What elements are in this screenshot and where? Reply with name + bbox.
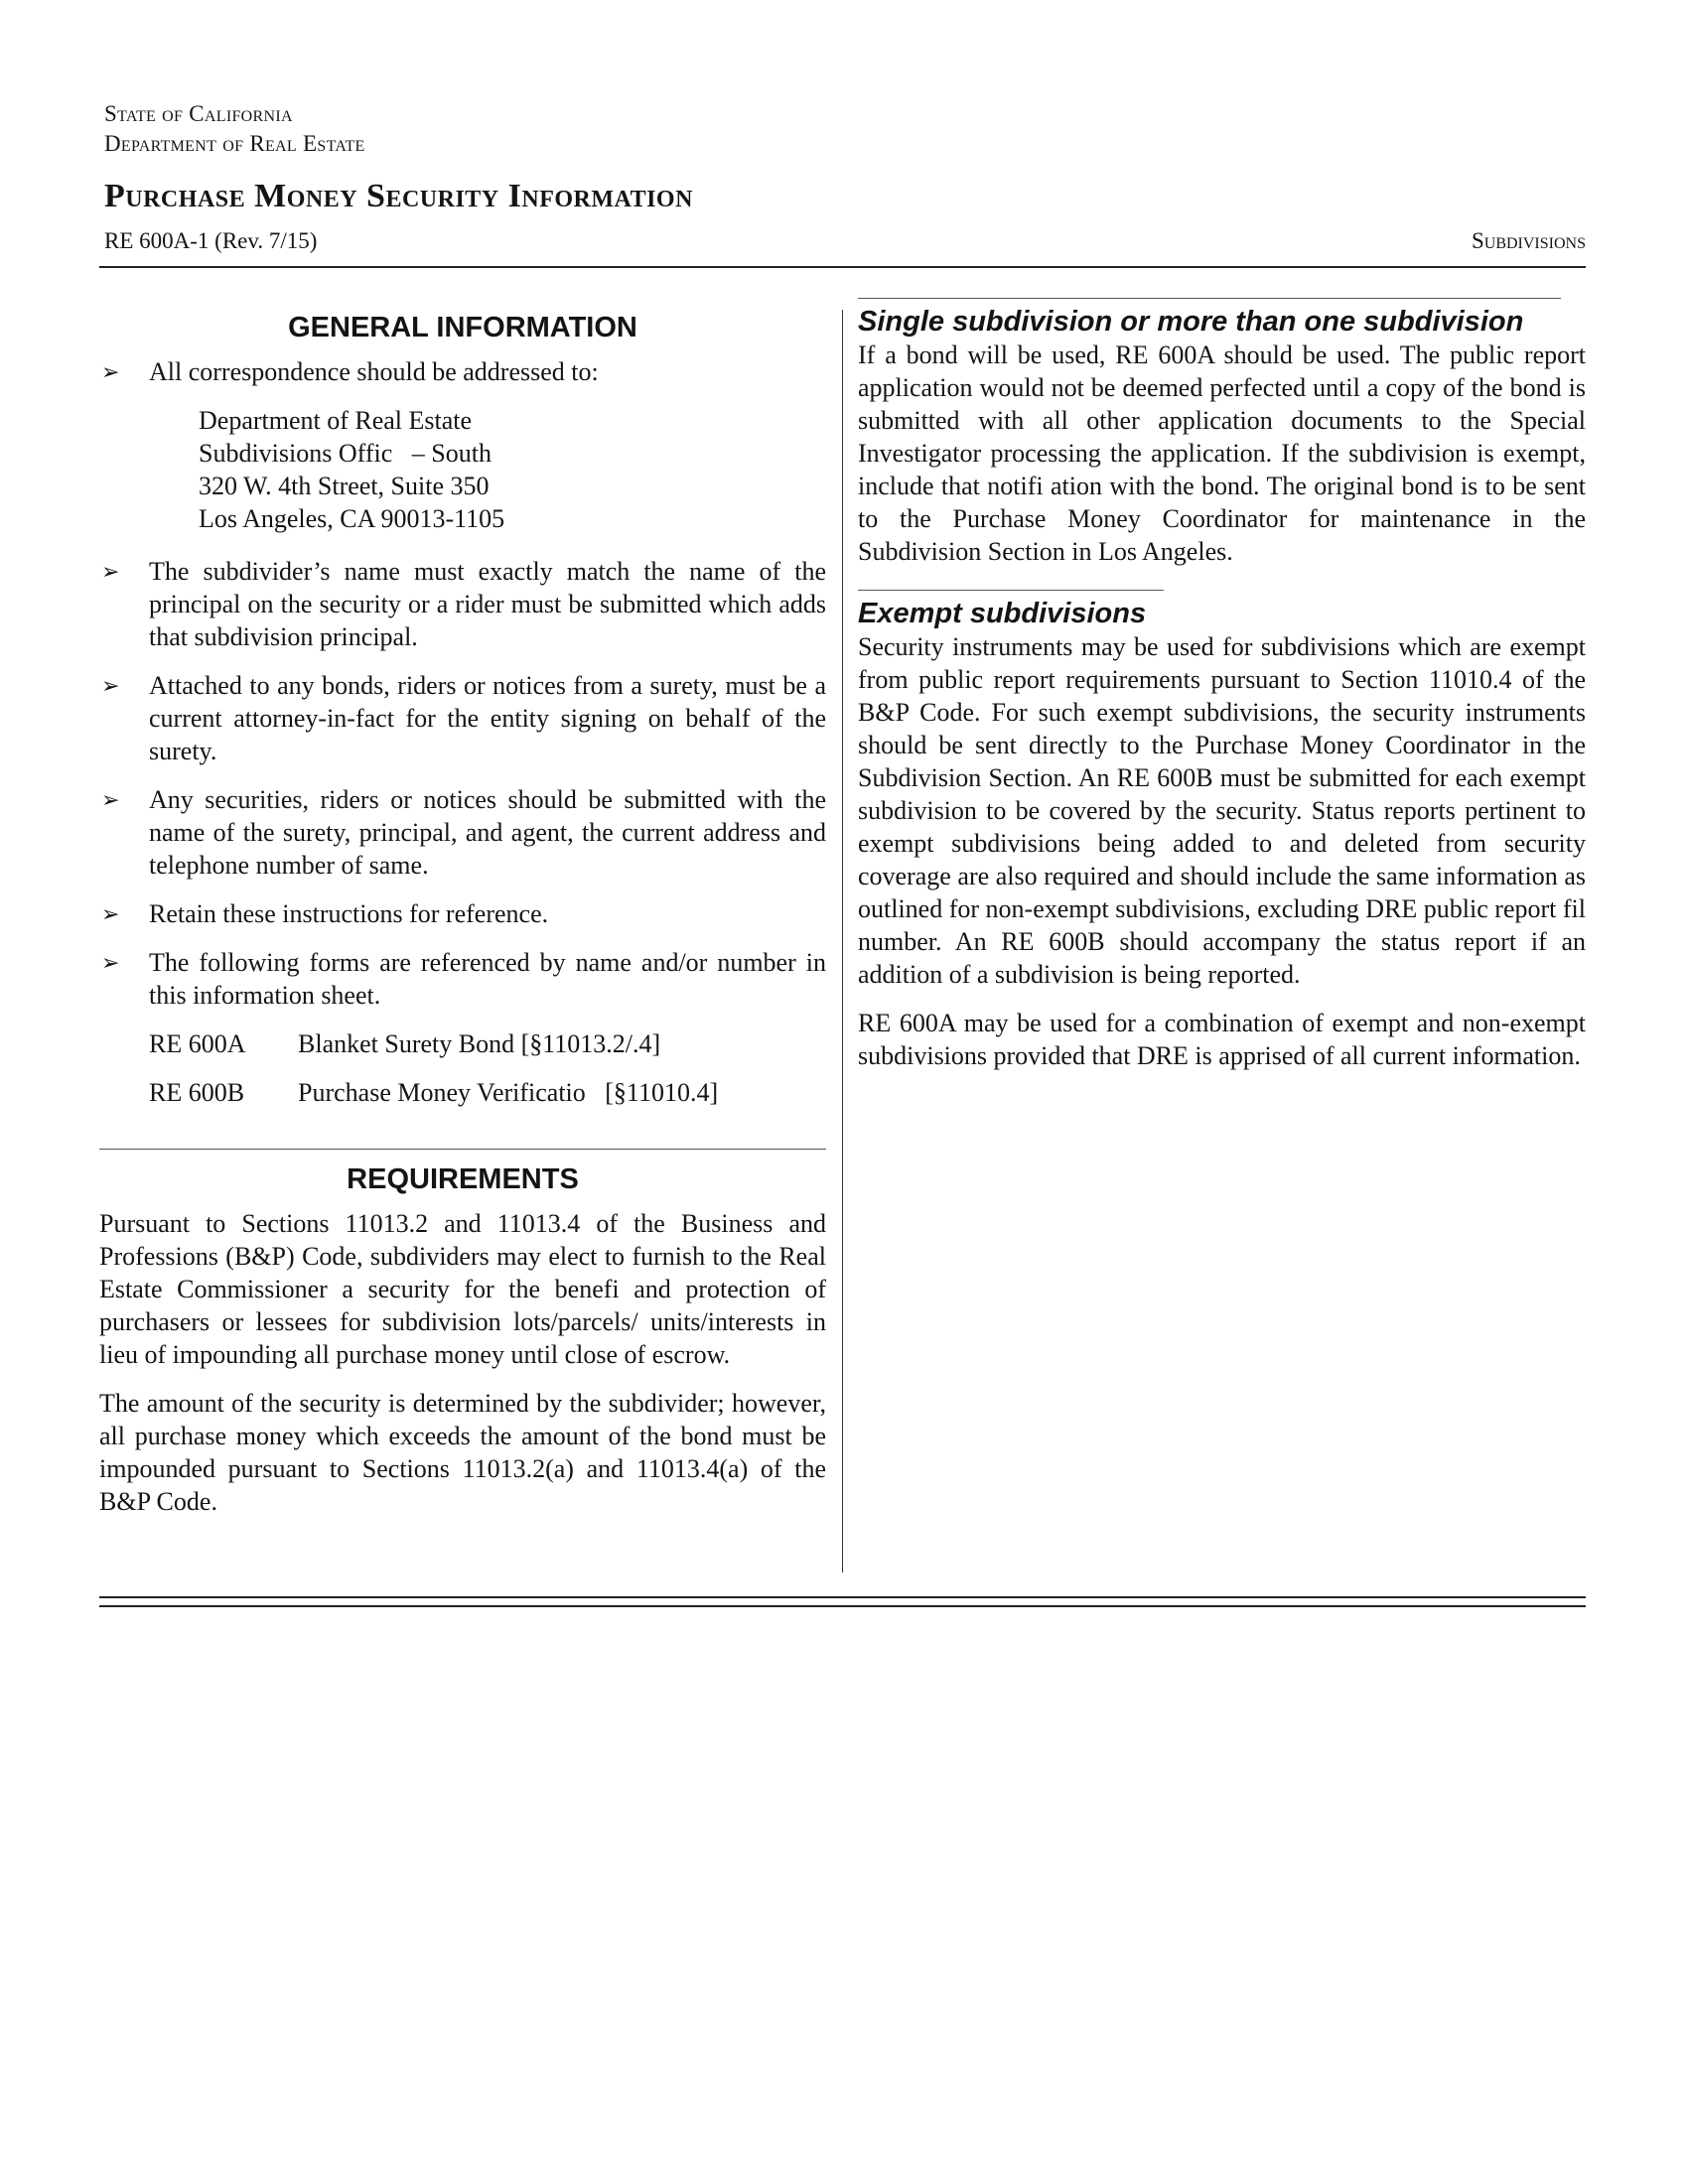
section-divider xyxy=(99,1149,826,1150)
general-information-heading: GENERAL INFORMATION xyxy=(288,312,637,343)
bullet-text: Attached to any bonds, riders or notices from a surety, must be a current attorney-in-fact for the entity signing on behalf of the surety. xyxy=(149,671,826,765)
page-title: Purchase Money Security Information xyxy=(104,178,693,214)
form-name: Blanket Surety Bond [§11013.2/.4] xyxy=(298,1029,661,1058)
general-info-list-continued xyxy=(99,555,826,1012)
column-divider xyxy=(842,310,843,1572)
arrow-bullet-icon: ➢ xyxy=(101,951,120,976)
general-info-list xyxy=(99,355,826,388)
list-item xyxy=(99,555,826,653)
list-item xyxy=(99,355,826,388)
address-line: Subdivisions Offic – South xyxy=(199,439,492,468)
form-info-row xyxy=(104,228,1586,258)
bullet-text: The subdivider’s name must exactly match the name of the principal on the security or a rider must be submitted which adds that subdivision principal. xyxy=(149,557,826,651)
section-label: Subdivisions xyxy=(1471,228,1586,253)
bullet-text: The following forms are referenced by name and/or number in this information sheet. xyxy=(149,948,826,1010)
address-line: 320 W. 4th Street, Suite 350 xyxy=(199,472,490,500)
arrow-bullet-icon: ➢ xyxy=(101,360,120,385)
state-name: State of California xyxy=(104,101,293,126)
requirements-paragraph: Pursuant to Sections 11013.2 and 11013.4 of the Business and Professions (B&P) Code, subdividers may elect to furnish to the Real Estate Commissioner a security for the benefi and protection of purchasers or lessees for subdivision lots/parcels/ units/interests in lieu of impounding all purchase money until close of escrow. xyxy=(99,1209,826,1369)
arrow-bullet-icon: ➢ xyxy=(101,560,120,585)
list-item xyxy=(99,783,826,882)
mailing-address xyxy=(99,404,826,535)
arrow-bullet-icon: ➢ xyxy=(101,902,120,927)
form-number: RE 600A-1 (Rev. 7/15) xyxy=(104,228,318,253)
left-column xyxy=(99,298,826,1534)
subsection-divider xyxy=(858,590,1164,591)
form-name: Purchase Money Verificatio [§11010.4] xyxy=(298,1078,719,1107)
exempt-subdivisions-heading: Exempt subdivisions xyxy=(858,598,1147,629)
footer-divider xyxy=(99,1596,1586,1598)
bullet-text: Any securities, riders or notices should be submitted with the name of the surety, principal, and agent, the current address and telephone number of same. xyxy=(149,785,826,880)
form-code: RE 600B xyxy=(149,1078,245,1107)
right-column xyxy=(858,298,1586,1088)
list-item xyxy=(99,897,826,930)
arrow-bullet-icon: ➢ xyxy=(101,674,120,699)
list-item xyxy=(99,946,826,1012)
header-divider xyxy=(99,266,1586,268)
combination-paragraph: RE 600A may be used for a combination of exempt and non-exempt subdivisions provided that DRE is apprised of all current information. xyxy=(858,1009,1586,1070)
form-row xyxy=(149,1027,826,1060)
form-code: RE 600A xyxy=(149,1029,246,1058)
subsection-divider xyxy=(858,298,1561,299)
single-subdivision-paragraph: If a bond will be used, RE 600A should be used. The public report application would not be deemed perfected until a copy of the bond is submitted with all other application documents to the Special Investigator processing the application. If the subdivision is exempt, include that notifi ation with the bond. The original bond is to be sent to the Purchase Money Coordinator for maintenance in the Subdivision Section in Los Angeles. xyxy=(858,341,1586,566)
requirements-paragraph: The amount of the security is determined by the subdivider; however, all purchase money which exceeds the amount of the bond must be impounded pursuant to Sections 11013.2(a) and 11013.4(a) of the B&P Code. xyxy=(99,1389,826,1516)
address-line: Los Angeles, CA 90013-1105 xyxy=(199,504,505,533)
single-subdivision-heading: Single subdivision or more than one subdivision xyxy=(858,306,1524,338)
footer-divider-double xyxy=(99,1605,1586,1607)
exempt-subdivisions-paragraph: Security instruments may be used for subdivisions which are exempt from public report requirements pursuant to Section 11010.4 of the B&P Code. For such exempt subdivisions, the security instruments should be sent directly to the Purchase Money Coordinator in the Subdivision Section. An RE 600B must be submitted for each exempt subdivision to be covered by the security. Status reports pertinent to exempt subdivisions being added to and deleted from security coverage are also required and should include the same information as outlined for non-exempt subdivisions, excluding DRE public report fil number. An RE 600B should accompany the status report if an addition of a subdivision is being reported. xyxy=(858,632,1586,989)
form-row xyxy=(149,1076,826,1109)
referenced-forms xyxy=(99,1027,826,1109)
page-header xyxy=(104,99,1586,258)
requirements-heading: REQUIREMENTS xyxy=(347,1163,579,1195)
list-item xyxy=(99,669,826,767)
address-line: Department of Real Estate xyxy=(199,406,473,435)
arrow-bullet-icon: ➢ xyxy=(101,788,120,813)
department-name: Department of Real Estate xyxy=(104,131,365,156)
bullet-text: All correspondence should be addressed to: xyxy=(149,357,599,386)
bullet-text: Retain these instructions for reference. xyxy=(149,899,549,928)
